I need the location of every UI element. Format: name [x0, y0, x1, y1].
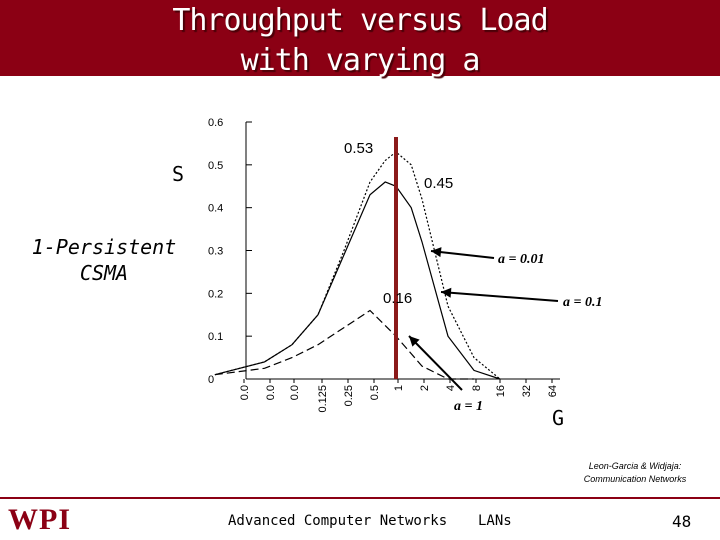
- series-line-a-0-1: [215, 182, 500, 379]
- footer-course: Advanced Computer Networks: [228, 513, 448, 529]
- x-tick-label: 0.0: [239, 385, 251, 401]
- annotation-label: a = 0.1: [563, 295, 603, 310]
- footer-divider: [0, 497, 720, 499]
- x-tick-label: 4: [445, 385, 457, 392]
- x-tick-label: 0.5: [369, 385, 381, 401]
- protocol-label-line2: CSMA: [79, 261, 129, 285]
- slide-title-line1: Throughput versus Load: [172, 3, 548, 38]
- y-tick-label: 0.1: [208, 331, 224, 344]
- x-tick-label: 8: [471, 385, 483, 392]
- protocol-label-line1: 1-Persistent: [31, 235, 177, 259]
- credit-note: [560, 460, 710, 486]
- footer-topic: LANs: [478, 513, 512, 529]
- y-tick-label: 0.6: [208, 117, 224, 129]
- wpi-logo: WPI: [8, 503, 71, 536]
- series-line-a-1: [215, 311, 474, 380]
- x-tick-label: 1: [393, 385, 405, 392]
- credit-line1: Leon-Garcia & Widjaja:: [588, 461, 682, 471]
- annotation-label: a = 1: [454, 399, 483, 414]
- x-tick-label: 64: [547, 385, 559, 398]
- y-tick-label: 0.2: [208, 288, 224, 301]
- x-tick-label: 16: [495, 385, 507, 398]
- y-axis-label: S: [172, 162, 185, 186]
- y-tick-label: 0: [208, 374, 215, 386]
- x-tick-label: 0.25: [343, 385, 355, 407]
- annotation-label: a = 0.01: [498, 252, 545, 267]
- credit-line2: Communication Networks: [583, 474, 687, 484]
- series-line-a-0-01: [215, 152, 500, 379]
- annotation-label: 0.16: [383, 290, 413, 307]
- x-axis-label: G: [552, 406, 565, 430]
- y-tick-label: 0.3: [208, 245, 224, 258]
- arrow-a-0-1: [441, 292, 558, 301]
- x-tick-label: 2: [419, 385, 431, 392]
- x-tick-label: 0.0: [289, 385, 301, 401]
- x-tick-label: 32: [521, 385, 533, 398]
- annotation-label: 0.45: [424, 175, 454, 192]
- page-number: 48: [672, 512, 692, 531]
- slide-title-line2: with varying a: [240, 43, 480, 78]
- y-tick-label: 0.5: [208, 159, 224, 172]
- annotation-label: 0.53: [344, 140, 374, 157]
- x-tick-label: 0.125: [317, 385, 329, 413]
- x-tick-label: 0.0: [265, 385, 277, 401]
- y-tick-label: 0.4: [208, 202, 224, 215]
